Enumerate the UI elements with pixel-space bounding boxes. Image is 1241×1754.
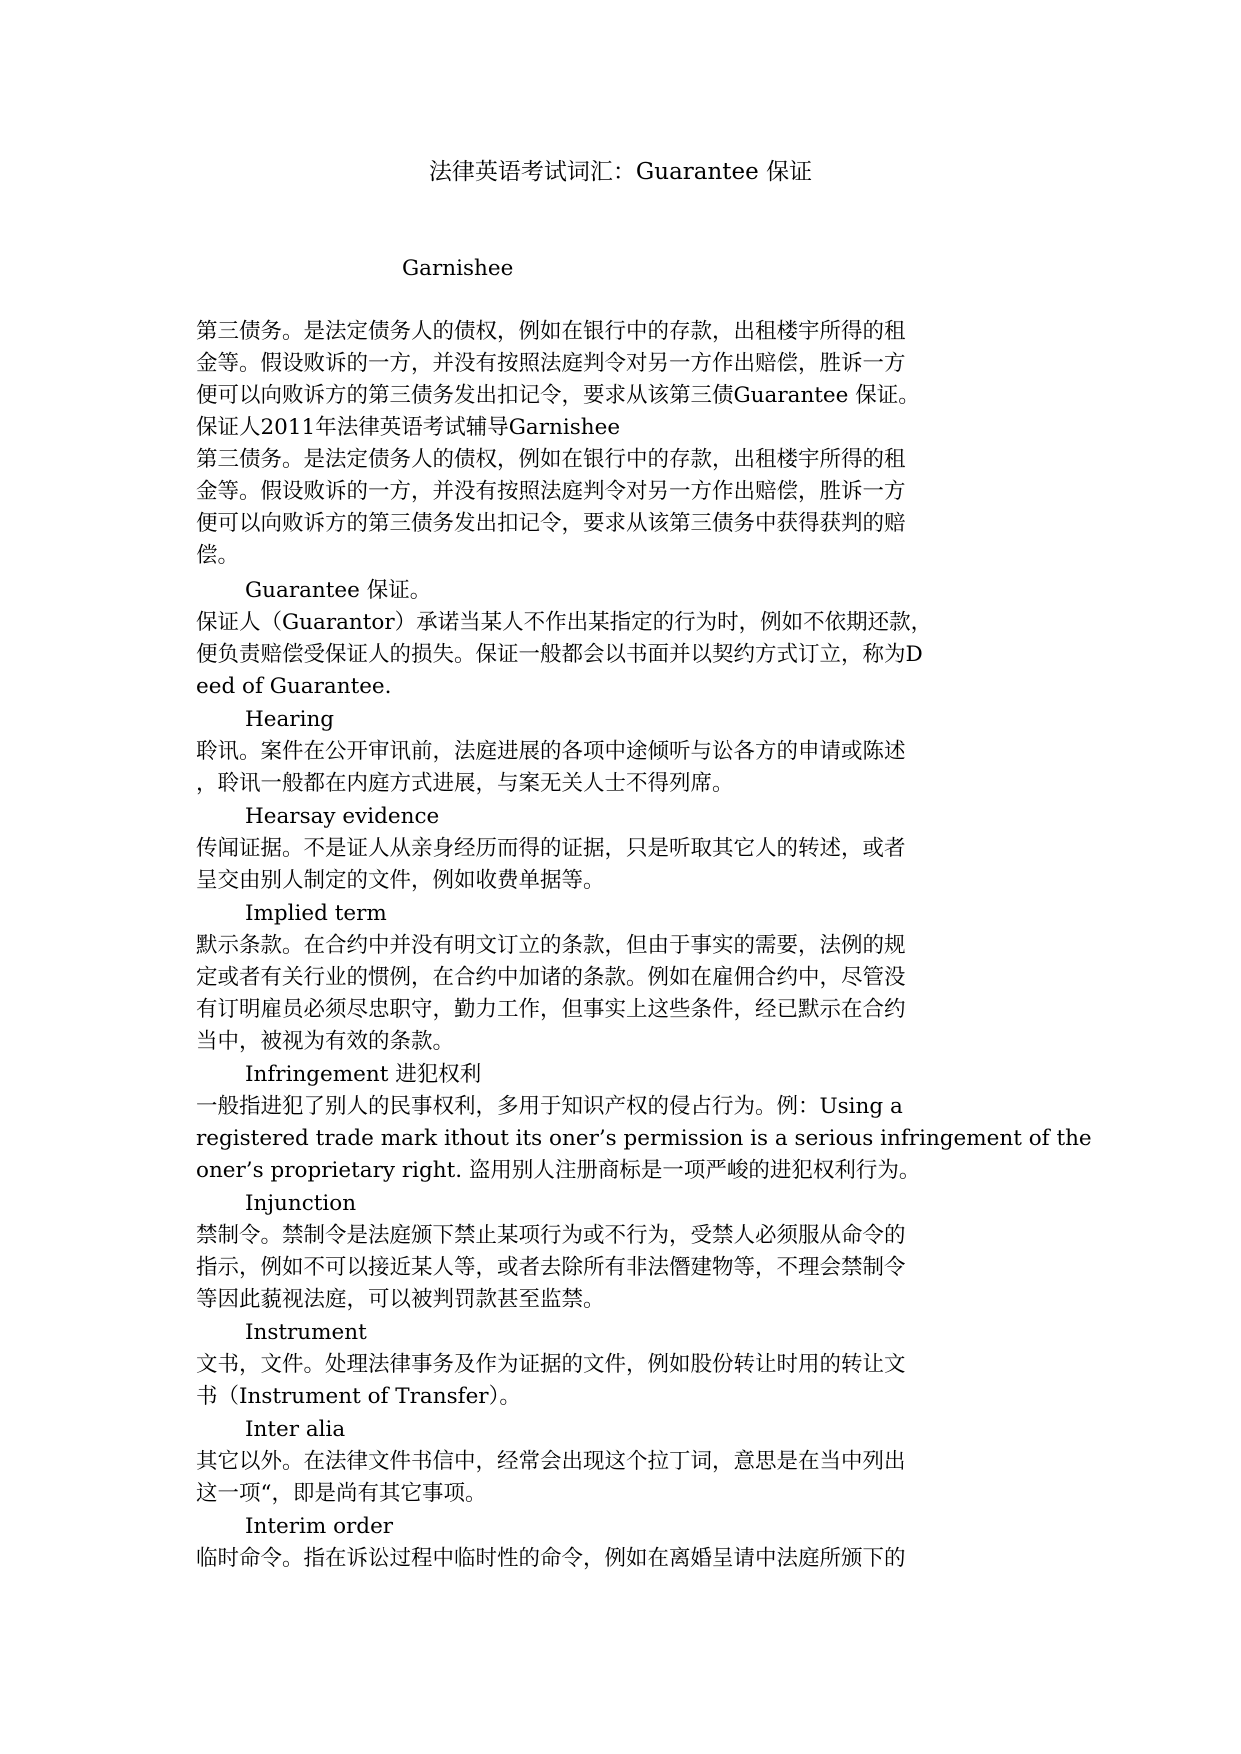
body-line: 禁制令。禁制令是法庭颁下禁止某项行为或不行为，受禁人必须服从命令的 xyxy=(196,1223,906,1248)
body-line: 一般指进犯了别人的民事权利，多用于知识产权的侵占行为。例：Using a xyxy=(196,1094,903,1119)
body-line: 等因此藐视法庭，可以被判罚款甚至监禁。 xyxy=(196,1287,605,1312)
body-line: 书（Instrument of Transfer）。 xyxy=(196,1384,521,1409)
term-heading: Infringement 进犯权利 xyxy=(245,1062,482,1087)
body-line: 便可以向败诉方的第三债务发出扣记令，要求从该第三债务中获得获判的赔 xyxy=(196,511,906,536)
term-heading: Hearsay evidence xyxy=(245,804,440,829)
body-line: 保证人2011年法律英语考试辅导Garnishee xyxy=(196,415,621,440)
body-line: 金等。假设败诉的一方，并没有按照法庭判令对另一方作出赔偿，胜诉一方 xyxy=(196,479,906,504)
body-line: 偿。 xyxy=(196,543,240,568)
body-line: 当中，被视为有效的条款。 xyxy=(196,1029,455,1054)
body-line: 定或者有关行业的惯例，在合约中加诸的条款。例如在雇佣合约中，尽管没 xyxy=(196,965,906,990)
body-line: 默示条款。在合约中并没有明文订立的条款，但由于事实的需要，法例的规 xyxy=(196,933,906,958)
body-line: 保证人（Guarantor）承诺当某人不作出某指定的行为时，例如不依期还款， xyxy=(196,610,933,635)
body-line: 第三债务。是法定债务人的债权，例如在银行中的存款，出租楼宇所得的租 xyxy=(196,447,906,472)
term-heading: Interim order xyxy=(245,1514,394,1539)
body-line: 金等。假设败诉的一方，并没有按照法庭判令对另一方作出赔偿，胜诉一方 xyxy=(196,351,906,376)
body-line: ，聆讯一般都在内庭方式进展，与案无关人士不得列席。 xyxy=(196,771,734,796)
body-line: 传闻证据。不是证人从亲身经历而得的证据，只是听取其它人的转述，或者 xyxy=(196,836,906,861)
body-line: oner’s proprietary right. 盗用别人注册商标是一项严峻的进犯权利行为。 xyxy=(196,1158,921,1183)
body-line: 文书，文件。处理法律事务及作为证据的文件，例如股份转让时用的转让文 xyxy=(196,1352,906,1377)
term-heading: Garnishee xyxy=(402,256,514,281)
term-heading: Instrument xyxy=(245,1320,367,1345)
body-line: 便负责赔偿受保证人的损失。保证一般都会以书面并以契约方式订立，称为D xyxy=(196,642,923,667)
body-line: 指示，例如不可以接近某人等，或者去除所有非法僭建物等，不理会禁制令 xyxy=(196,1255,906,1280)
term-heading: Injunction xyxy=(245,1191,357,1216)
body-line: registered trade mark ithout its oner’s permission is a serious infringement of the xyxy=(196,1126,1092,1151)
document-title: 法律英语考试词汇：Guarantee 保证 xyxy=(428,159,813,185)
body-line: 有订明雇员必须尽忠职守，勤力工作，但事实上这些条件，经已默示在合约 xyxy=(196,997,906,1022)
body-line: 这一项“，即是尚有其它事项。 xyxy=(196,1481,487,1506)
term-heading: Implied term xyxy=(245,901,387,926)
body-line: 第三债务。是法定债务人的债权，例如在银行中的存款，出租楼宇所得的租 xyxy=(196,319,906,344)
term-heading: Hearing xyxy=(245,707,335,732)
body-line: 临时命令。指在诉讼过程中临时性的命令，例如在离婚呈请中法庭所颁下的 xyxy=(196,1546,906,1571)
body-line: 其它以外。在法律文件书信中，经常会出现这个拉丁词，意思是在当中列出 xyxy=(196,1449,906,1474)
term-heading: Inter alia xyxy=(245,1417,346,1442)
body-line: eed of Guarantee. xyxy=(196,674,392,699)
term-heading: Guarantee 保证。 xyxy=(245,578,432,603)
body-line: 便可以向败诉方的第三债务发出扣记令，要求从该第三债Guarantee 保证。 xyxy=(196,383,920,408)
body-line: 聆讯。案件在公开审讯前，法庭进展的各项中途倾听与讼各方的申请或陈述 xyxy=(196,739,906,764)
body-line: 呈交由别人制定的文件，例如收费单据等。 xyxy=(196,868,605,893)
